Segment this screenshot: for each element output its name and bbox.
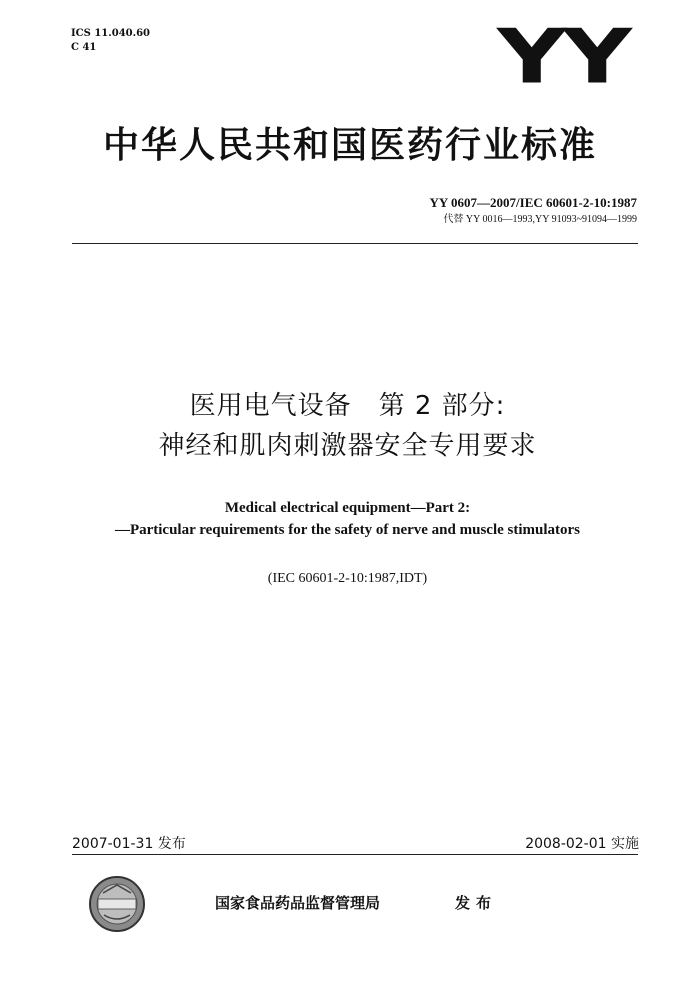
chinese-title-line-2: 神经和肌肉刺激器安全专用要求 bbox=[158, 431, 537, 461]
bottom-divider bbox=[72, 854, 638, 855]
publish-label: 发布 bbox=[455, 894, 498, 912]
standard-category-title: 中华人民共和国医药行业标准 bbox=[102, 125, 597, 166]
yy-mark-logo: YY bbox=[496, 12, 628, 101]
standard-number: YY 0607—2007/IEC 60601-2-10:1987 bbox=[429, 195, 637, 210]
implementation-date: 2008-02-01 实施 bbox=[525, 836, 639, 852]
ccs-code: C 41 bbox=[71, 42, 97, 53]
official-seal-icon bbox=[88, 875, 146, 933]
publisher: 国家食品药品监督管理局 bbox=[215, 894, 381, 912]
chinese-title-line-1: 医用电气设备 第 2 部分: bbox=[189, 391, 506, 421]
top-divider bbox=[72, 243, 638, 244]
identity-note: (IEC 60601-2-10:1987,IDT) bbox=[267, 571, 428, 586]
english-title-line-1: Medical electrical equipment—Part 2: bbox=[224, 500, 471, 516]
replaces-note: 代替 YY 0016—1993,YY 91093~91094—1999 bbox=[443, 214, 637, 225]
english-title-line-2: —Particular requirements for the safety of nerve and muscle stimulators bbox=[114, 522, 581, 538]
english-title bbox=[40, 497, 655, 541]
chinese-title bbox=[40, 386, 655, 466]
ics-code: ICS 11.040.60 bbox=[71, 28, 151, 39]
issue-date: 2007-01-31 发布 bbox=[72, 836, 186, 852]
